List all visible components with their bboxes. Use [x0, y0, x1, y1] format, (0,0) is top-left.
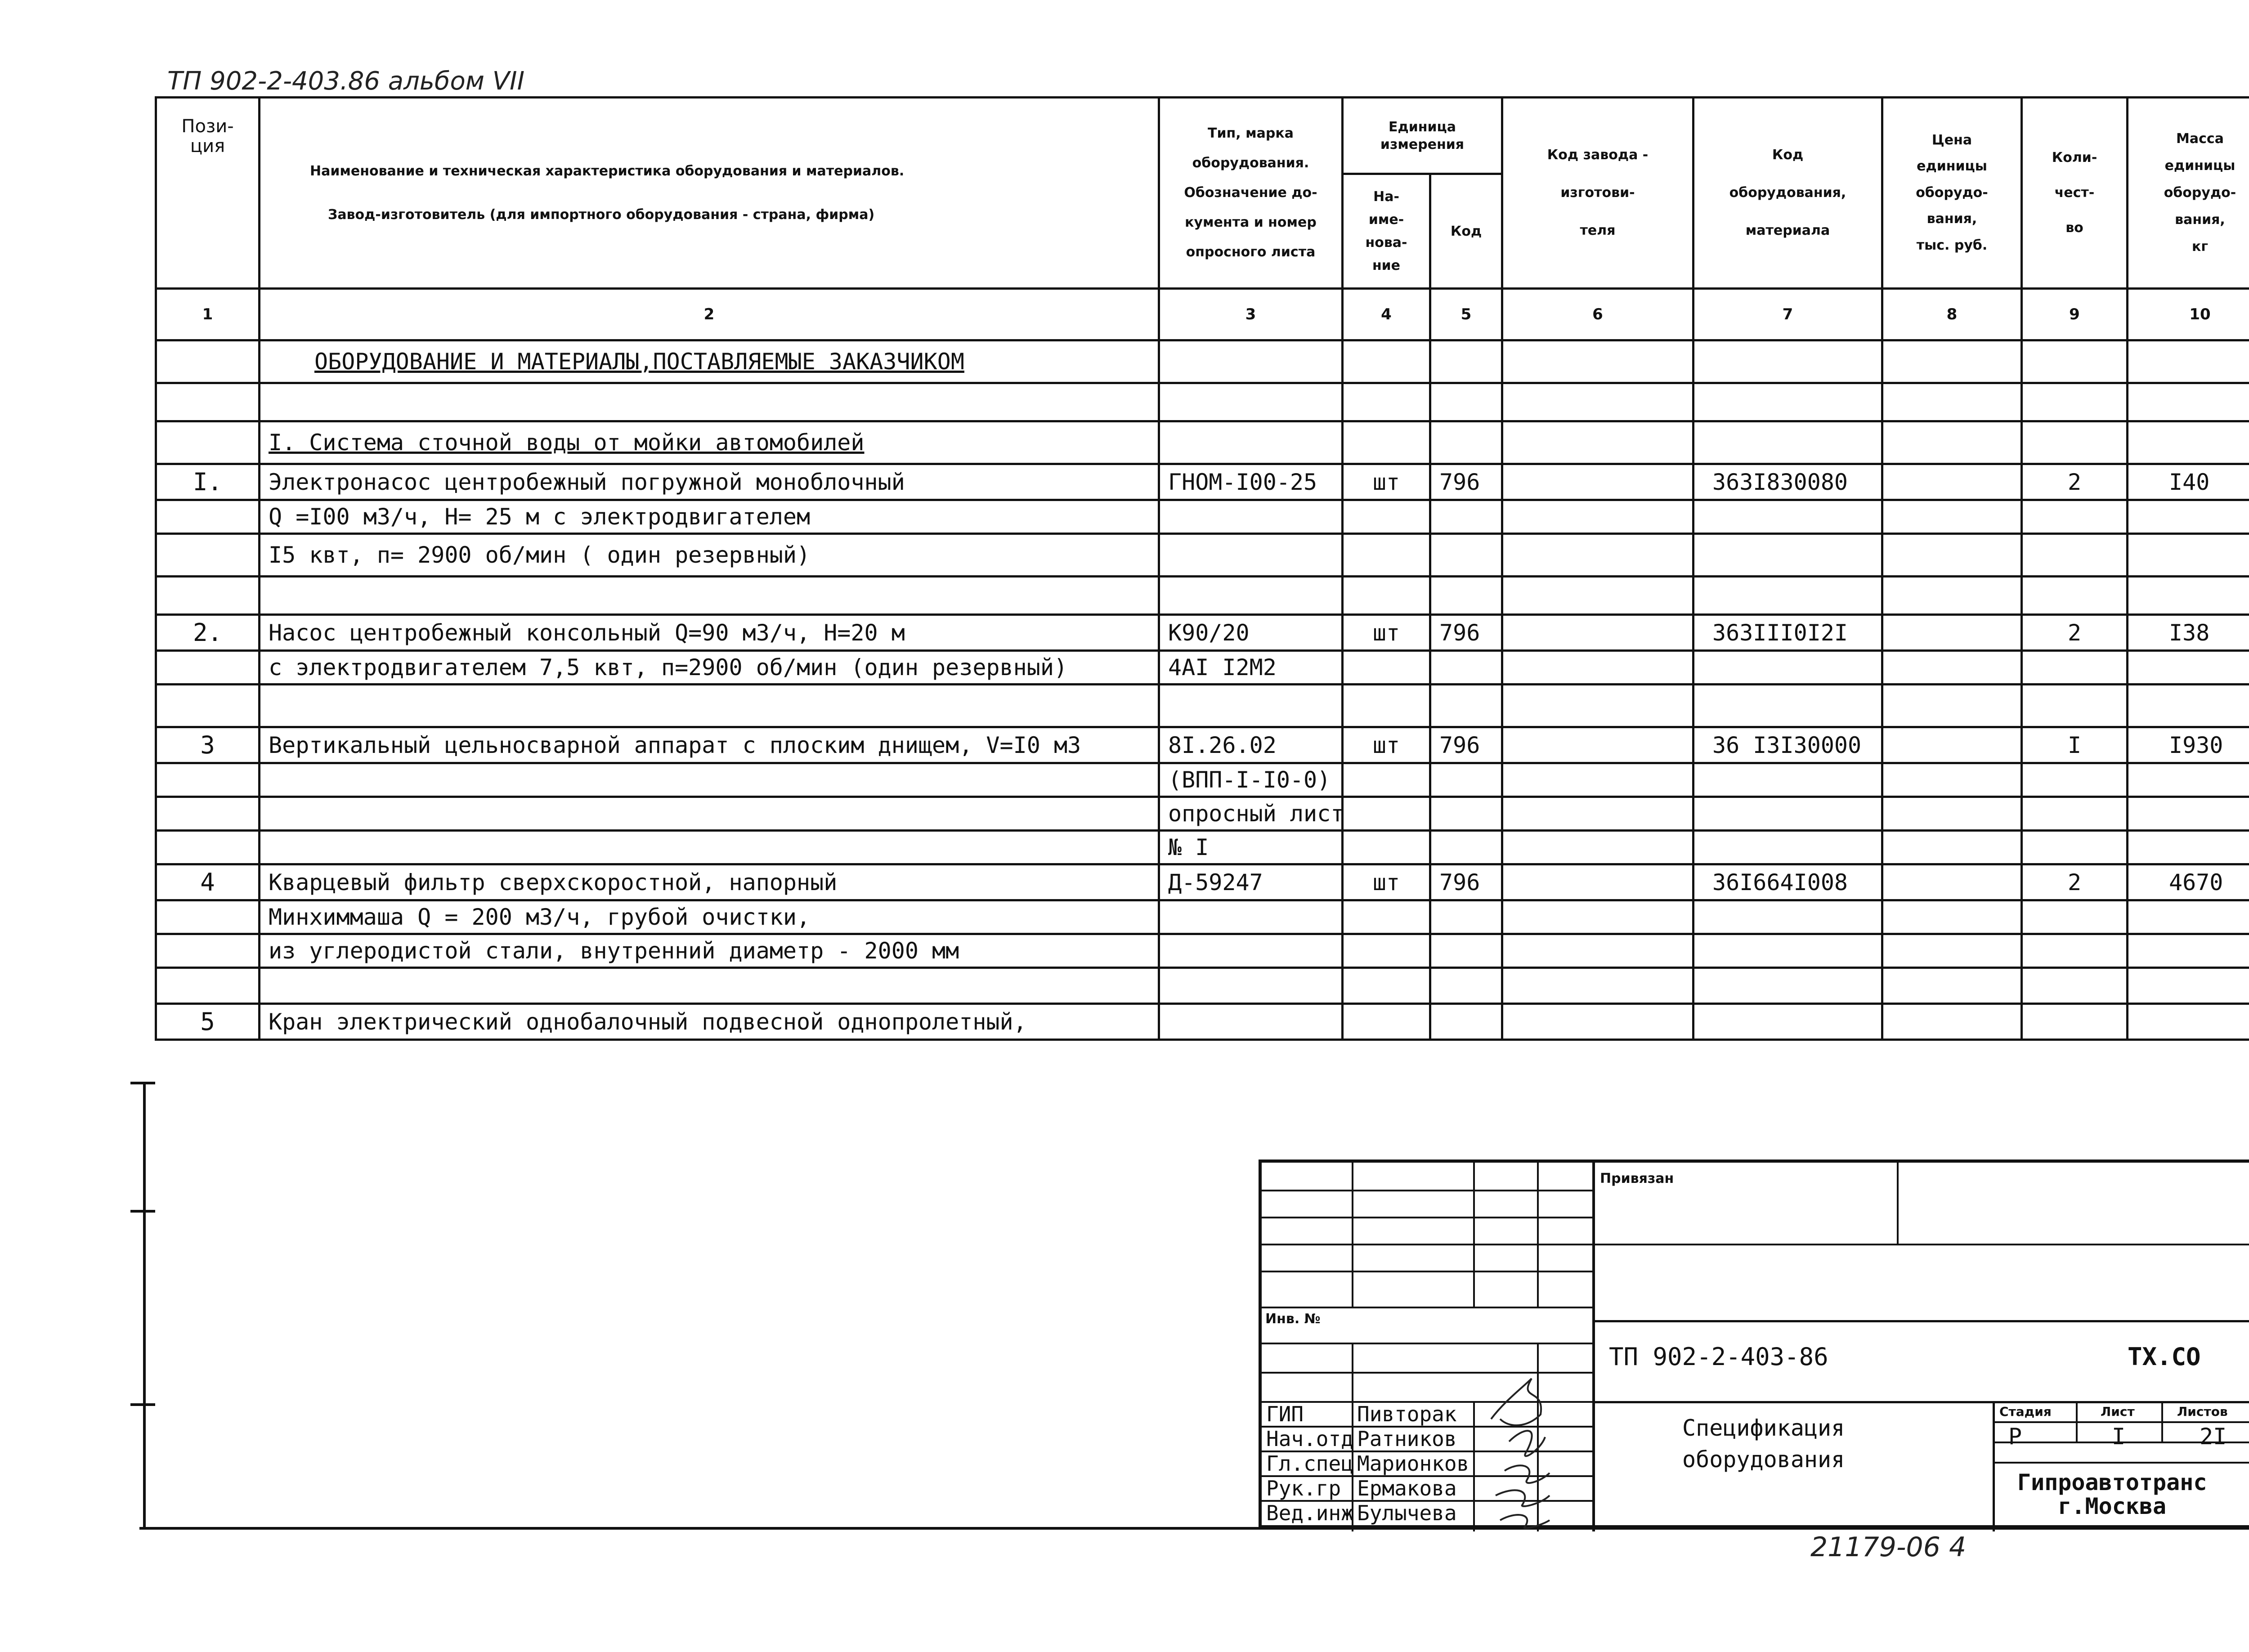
unit-code-cell: [1430, 900, 1502, 934]
factory-code-cell: [1502, 534, 1693, 577]
position-cell: 4: [156, 864, 260, 900]
type-cell: [1159, 685, 1343, 727]
price-cell: [1882, 685, 2022, 727]
column-number: 5: [1430, 289, 1502, 340]
equipment-code-cell: 363I830080: [1693, 464, 1882, 500]
unit-code-cell: [1430, 534, 1502, 577]
specification-table: [155, 96, 2249, 1041]
quantity-cell: [2022, 968, 2128, 1004]
equipment-code-cell: [1693, 934, 1882, 968]
quantity-cell: [2022, 934, 2128, 968]
price-cell: [1882, 934, 2022, 968]
mass-cell: [2128, 651, 2249, 685]
mass-cell: [2128, 534, 2249, 577]
name-cell: [260, 685, 1159, 727]
stage-value: Р: [2008, 1424, 2022, 1450]
unit-cell: [1343, 763, 1430, 797]
table-row: [156, 577, 2249, 615]
position-cell: I.: [156, 464, 260, 500]
position-cell: [156, 797, 260, 831]
mass-cell: I40: [2128, 464, 2249, 500]
position-cell: [156, 934, 260, 968]
signature-role: Вед.инж: [1266, 1501, 1353, 1525]
unit-cell: [1343, 831, 1430, 864]
type-cell: [1159, 421, 1343, 464]
factory-code-cell: [1502, 864, 1693, 900]
signature-role: ГИП: [1266, 1402, 1304, 1426]
column-number: 8: [1882, 289, 2022, 340]
factory-code-cell: [1502, 340, 1693, 383]
equipment-code-cell: [1693, 421, 1882, 464]
name-cell: Кран электрический однобалочный подвесной однопролетный,: [260, 1004, 1159, 1040]
type-cell: (ВПП-I-I0-0): [1159, 763, 1343, 797]
organization: Гипроавтотранс г.Москва: [2017, 1469, 2207, 1519]
mass-cell: [2128, 421, 2249, 464]
unit-cell: [1343, 383, 1430, 421]
unit-code-cell: [1430, 797, 1502, 831]
quantity-cell: 2: [2022, 615, 2128, 651]
factory-code-cell: [1502, 615, 1693, 651]
table-row: [156, 685, 2249, 727]
table-row: [156, 864, 2249, 900]
position-cell: [156, 831, 260, 864]
equipment-code-cell: [1693, 651, 1882, 685]
table-row: [156, 383, 2249, 421]
mass-cell: [2128, 1004, 2249, 1040]
unit-code-cell: 796: [1430, 727, 1502, 763]
column-number: 1: [156, 289, 260, 340]
type-cell: опросный лист: [1159, 797, 1343, 831]
name-cell: [260, 383, 1159, 421]
type-cell: [1159, 968, 1343, 1004]
unit-code-cell: [1430, 383, 1502, 421]
unit-cell: [1343, 340, 1430, 383]
mass-cell: [2128, 797, 2249, 831]
mass-cell: [2128, 340, 2249, 383]
factory-code-cell: [1502, 421, 1693, 464]
table-row: [156, 831, 2249, 864]
position-cell: [156, 685, 260, 727]
column-number: 9: [2022, 289, 2128, 340]
signature-name: Пивторак: [1357, 1402, 1457, 1426]
unit-cell: [1343, 421, 1430, 464]
position-cell: [156, 500, 260, 534]
factory-code-cell: [1502, 383, 1693, 421]
mass-cell: [2128, 685, 2249, 727]
signature-name: Ратников: [1357, 1427, 1457, 1451]
table-row: [156, 534, 2249, 577]
position-cell: [156, 383, 260, 421]
sheet-label: Лист: [2101, 1404, 2135, 1419]
unit-code-cell: [1430, 831, 1502, 864]
name-cell: [260, 577, 1159, 615]
price-cell: [1882, 340, 2022, 383]
mass-cell: [2128, 577, 2249, 615]
quantity-cell: [2022, 685, 2128, 727]
type-cell: [1159, 500, 1343, 534]
mass-cell: I930: [2128, 727, 2249, 763]
price-cell: [1882, 615, 2022, 651]
quantity-cell: [2022, 763, 2128, 797]
signature-name: Марионков: [1357, 1451, 1469, 1476]
unit-cell: [1343, 577, 1430, 615]
price-cell: [1882, 900, 2022, 934]
name-cell: Вертикальный цельносварной аппарат с плоским днищем, V=I0 м3: [260, 727, 1159, 763]
equipment-code-cell: 36 I3I30000: [1693, 727, 1882, 763]
signature-name: Ермакова: [1357, 1476, 1457, 1500]
position-cell: 2.: [156, 615, 260, 651]
header-mass: Масса единицы оборудо- вания, кг: [2128, 98, 2249, 289]
type-cell: ГНОМ-I00-25: [1159, 464, 1343, 500]
type-cell: [1159, 534, 1343, 577]
signature-role: Гл.спец: [1266, 1451, 1353, 1476]
name-cell: Электронасос центробежный погружной моноблочный: [260, 464, 1159, 500]
table-row: [156, 727, 2249, 763]
type-cell: 4АI I2М2: [1159, 651, 1343, 685]
quantity-cell: [2022, 577, 2128, 615]
header-quantity: Коли- чест- во: [2022, 98, 2128, 289]
header-name-line1: Наименование и техническая характеристика оборудования и материалов.: [310, 163, 905, 179]
album-note: ТП 902-2-403.86 альбом VII: [167, 67, 525, 96]
type-cell: 8I.26.02: [1159, 727, 1343, 763]
table-row: [156, 464, 2249, 500]
factory-code-cell: [1502, 968, 1693, 1004]
header-position: Пози- ция: [156, 98, 260, 289]
equipment-code-cell: 363III0I2I: [1693, 615, 1882, 651]
name-cell: [260, 797, 1159, 831]
archive-number: 21179-06 4: [1810, 1531, 1967, 1563]
name-cell: I. Система сточной воды от мойки автомобилей: [260, 421, 1159, 464]
column-number: 10: [2128, 289, 2249, 340]
position-cell: 5: [156, 1004, 260, 1040]
name-cell: Минхиммаша Q = 200 м3/ч, грубой очистки,: [260, 900, 1159, 934]
unit-cell: шт: [1343, 727, 1430, 763]
unit-code-cell: [1430, 968, 1502, 1004]
name-cell: Q =I00 м3/ч, Н= 25 м с электродвигателем: [260, 500, 1159, 534]
type-cell: Д-59247: [1159, 864, 1343, 900]
unit-code-cell: [1430, 340, 1502, 383]
unit-code-cell: 796: [1430, 615, 1502, 651]
unit-cell: [1343, 500, 1430, 534]
equipment-code-cell: [1693, 968, 1882, 1004]
sheets-value: 2I: [2200, 1424, 2227, 1450]
type-cell: [1159, 383, 1343, 421]
factory-code-cell: [1502, 1004, 1693, 1040]
factory-code-cell: [1502, 577, 1693, 615]
column-number: 3: [1159, 289, 1343, 340]
quantity-cell: [2022, 900, 2128, 934]
factory-code-cell: [1502, 464, 1693, 500]
position-cell: [156, 340, 260, 383]
quantity-cell: [2022, 421, 2128, 464]
factory-code-cell: [1502, 685, 1693, 727]
equipment-code-cell: [1693, 900, 1882, 934]
price-cell: [1882, 651, 2022, 685]
table-row: [156, 1004, 2249, 1040]
equipment-code-cell: [1693, 340, 1882, 383]
mass-cell: [2128, 500, 2249, 534]
price-cell: [1882, 831, 2022, 864]
type-cell: [1159, 900, 1343, 934]
header-factory-code: Код завода - изготови- теля: [1502, 98, 1693, 289]
position-cell: [156, 534, 260, 577]
price-cell: [1882, 383, 2022, 421]
position-cell: [156, 651, 260, 685]
name-cell: I5 квт, п= 2900 об/мин ( один резервный): [260, 534, 1159, 577]
quantity-cell: [2022, 651, 2128, 685]
factory-code-cell: [1502, 763, 1693, 797]
factory-code-cell: [1502, 934, 1693, 968]
name-cell: Кварцевый фильтр сверхскоростной, напорный: [260, 864, 1159, 900]
mass-cell: [2128, 831, 2249, 864]
name-cell: [260, 968, 1159, 1004]
position-cell: [156, 577, 260, 615]
table-row: [156, 340, 2249, 383]
position-cell: 3: [156, 727, 260, 763]
position-cell: [156, 421, 260, 464]
name-cell: из углеродистой стали, внутренний диаметр - 2000 мм: [260, 934, 1159, 968]
table-row: [156, 763, 2249, 797]
unit-cell: [1343, 900, 1430, 934]
price-cell: [1882, 464, 2022, 500]
equipment-code-cell: 36I664I008: [1693, 864, 1882, 900]
header-price: Цена единицы оборудо- вания, тыс. руб.: [1882, 98, 2022, 289]
equipment-code-cell: [1693, 685, 1882, 727]
price-cell: [1882, 534, 2022, 577]
unit-code-cell: [1430, 577, 1502, 615]
document-code: ТП 902-2-403-86: [1609, 1343, 1828, 1371]
column-number-row: [156, 289, 2249, 340]
unit-code-cell: 796: [1430, 464, 1502, 500]
unit-code-cell: [1430, 763, 1502, 797]
privyazan-label: Привязан: [1600, 1171, 1674, 1186]
name-cell: [260, 831, 1159, 864]
type-cell: [1159, 934, 1343, 968]
name-cell: с электродвигателем 7,5 квт, п=2900 об/мин (один резервный): [260, 651, 1159, 685]
mass-cell: [2128, 383, 2249, 421]
unit-cell: [1343, 968, 1430, 1004]
type-cell: [1159, 1004, 1343, 1040]
price-cell: [1882, 763, 2022, 797]
document-mark: ТХ.СО: [2128, 1343, 2201, 1371]
unit-cell: шт: [1343, 464, 1430, 500]
signature-scribbles: [1473, 1361, 1586, 1531]
quantity-cell: [2022, 500, 2128, 534]
position-cell: [156, 900, 260, 934]
equipment-code-cell: [1693, 500, 1882, 534]
unit-cell: шт: [1343, 615, 1430, 651]
unit-cell: [1343, 797, 1430, 831]
type-cell: К90/20: [1159, 615, 1343, 651]
header-unit-code: Код: [1430, 174, 1502, 289]
equipment-code-cell: [1693, 1004, 1882, 1040]
header-type: Тип, марка оборудования. Обозначение до- кумента и номер опросного листа: [1159, 98, 1343, 289]
name-cell: Насос центробежный консольный Q=90 м3/ч, Н=20 м: [260, 615, 1159, 651]
unit-cell: [1343, 534, 1430, 577]
inv-number-label: Инв. №: [1265, 1311, 1321, 1327]
factory-code-cell: [1502, 831, 1693, 864]
unit-code-cell: [1430, 500, 1502, 534]
equipment-code-cell: [1693, 534, 1882, 577]
equipment-code-cell: [1693, 383, 1882, 421]
stage-label: Стадия: [1999, 1404, 2052, 1419]
mass-cell: I38: [2128, 615, 2249, 651]
column-number: 2: [260, 289, 1159, 340]
table-row: [156, 968, 2249, 1004]
quantity-cell: I: [2022, 727, 2128, 763]
column-number: 7: [1693, 289, 1882, 340]
header-unit-name: На- име- нова- ние: [1343, 174, 1430, 289]
sheet-value: I: [2112, 1424, 2126, 1450]
unit-cell: [1343, 1004, 1430, 1040]
mass-cell: [2128, 968, 2249, 1004]
table-row: [156, 651, 2249, 685]
sheets-label: Листов: [2177, 1404, 2228, 1419]
price-cell: [1882, 421, 2022, 464]
unit-code-cell: [1430, 685, 1502, 727]
unit-code-cell: [1430, 651, 1502, 685]
table-row: [156, 500, 2249, 534]
unit-cell: шт: [1343, 864, 1430, 900]
price-cell: [1882, 1004, 2022, 1040]
column-number: 6: [1502, 289, 1693, 340]
left-frame-line: [143, 1082, 146, 1527]
type-cell: [1159, 577, 1343, 615]
equipment-code-cell: [1693, 577, 1882, 615]
quantity-cell: 2: [2022, 864, 2128, 900]
name-cell: [260, 763, 1159, 797]
factory-code-cell: [1502, 651, 1693, 685]
header-name: [260, 98, 1159, 289]
quantity-cell: [2022, 383, 2128, 421]
table-row: [156, 900, 2249, 934]
type-cell: № I: [1159, 831, 1343, 864]
header-unit: Единица измерения: [1343, 98, 1502, 174]
signature-name: Булычева: [1357, 1501, 1457, 1525]
position-cell: [156, 968, 260, 1004]
equipment-code-cell: [1693, 797, 1882, 831]
unit-cell: [1343, 934, 1430, 968]
quantity-cell: [2022, 534, 2128, 577]
price-cell: [1882, 500, 2022, 534]
table-row: [156, 797, 2249, 831]
price-cell: [1882, 864, 2022, 900]
price-cell: [1882, 797, 2022, 831]
unit-cell: [1343, 651, 1430, 685]
name-cell: ОБОРУДОВАНИЕ И МАТЕРИАЛЫ,ПОСТАВЛЯЕМЫЕ ЗАКАЗЧИКОМ: [260, 340, 1159, 383]
document-title: Спецификация оборудования: [1682, 1415, 1845, 1473]
factory-code-cell: [1502, 500, 1693, 534]
price-cell: [1882, 727, 2022, 763]
mass-cell: [2128, 934, 2249, 968]
factory-code-cell: [1502, 797, 1693, 831]
factory-code-cell: [1502, 727, 1693, 763]
price-cell: [1882, 577, 2022, 615]
signature-role: Нач.отд: [1266, 1427, 1353, 1451]
factory-code-cell: [1502, 900, 1693, 934]
unit-code-cell: [1430, 934, 1502, 968]
position-cell: [156, 763, 260, 797]
quantity-cell: [2022, 797, 2128, 831]
column-number: 4: [1343, 289, 1430, 340]
title-block: [1259, 1160, 2249, 1528]
type-cell: [1159, 340, 1343, 383]
unit-code-cell: [1430, 421, 1502, 464]
quantity-cell: 2: [2022, 464, 2128, 500]
price-cell: [1882, 968, 2022, 1004]
unit-code-cell: 796: [1430, 864, 1502, 900]
table-row: [156, 421, 2249, 464]
unit-code-cell: [1430, 1004, 1502, 1040]
mass-cell: 4670: [2128, 864, 2249, 900]
unit-cell: [1343, 685, 1430, 727]
equipment-code-cell: [1693, 763, 1882, 797]
quantity-cell: [2022, 831, 2128, 864]
signature-role: Рук.гр: [1266, 1476, 1341, 1500]
header-equipment-code: Код оборудования, материала: [1693, 98, 1882, 289]
mass-cell: [2128, 763, 2249, 797]
header-name-line2: Завод-изготовитель (для импортного оборудования - страна, фирма): [328, 207, 875, 223]
mass-cell: [2128, 900, 2249, 934]
quantity-cell: [2022, 340, 2128, 383]
equipment-code-cell: [1693, 831, 1882, 864]
table-row: [156, 934, 2249, 968]
quantity-cell: [2022, 1004, 2128, 1040]
table-row: [156, 615, 2249, 651]
